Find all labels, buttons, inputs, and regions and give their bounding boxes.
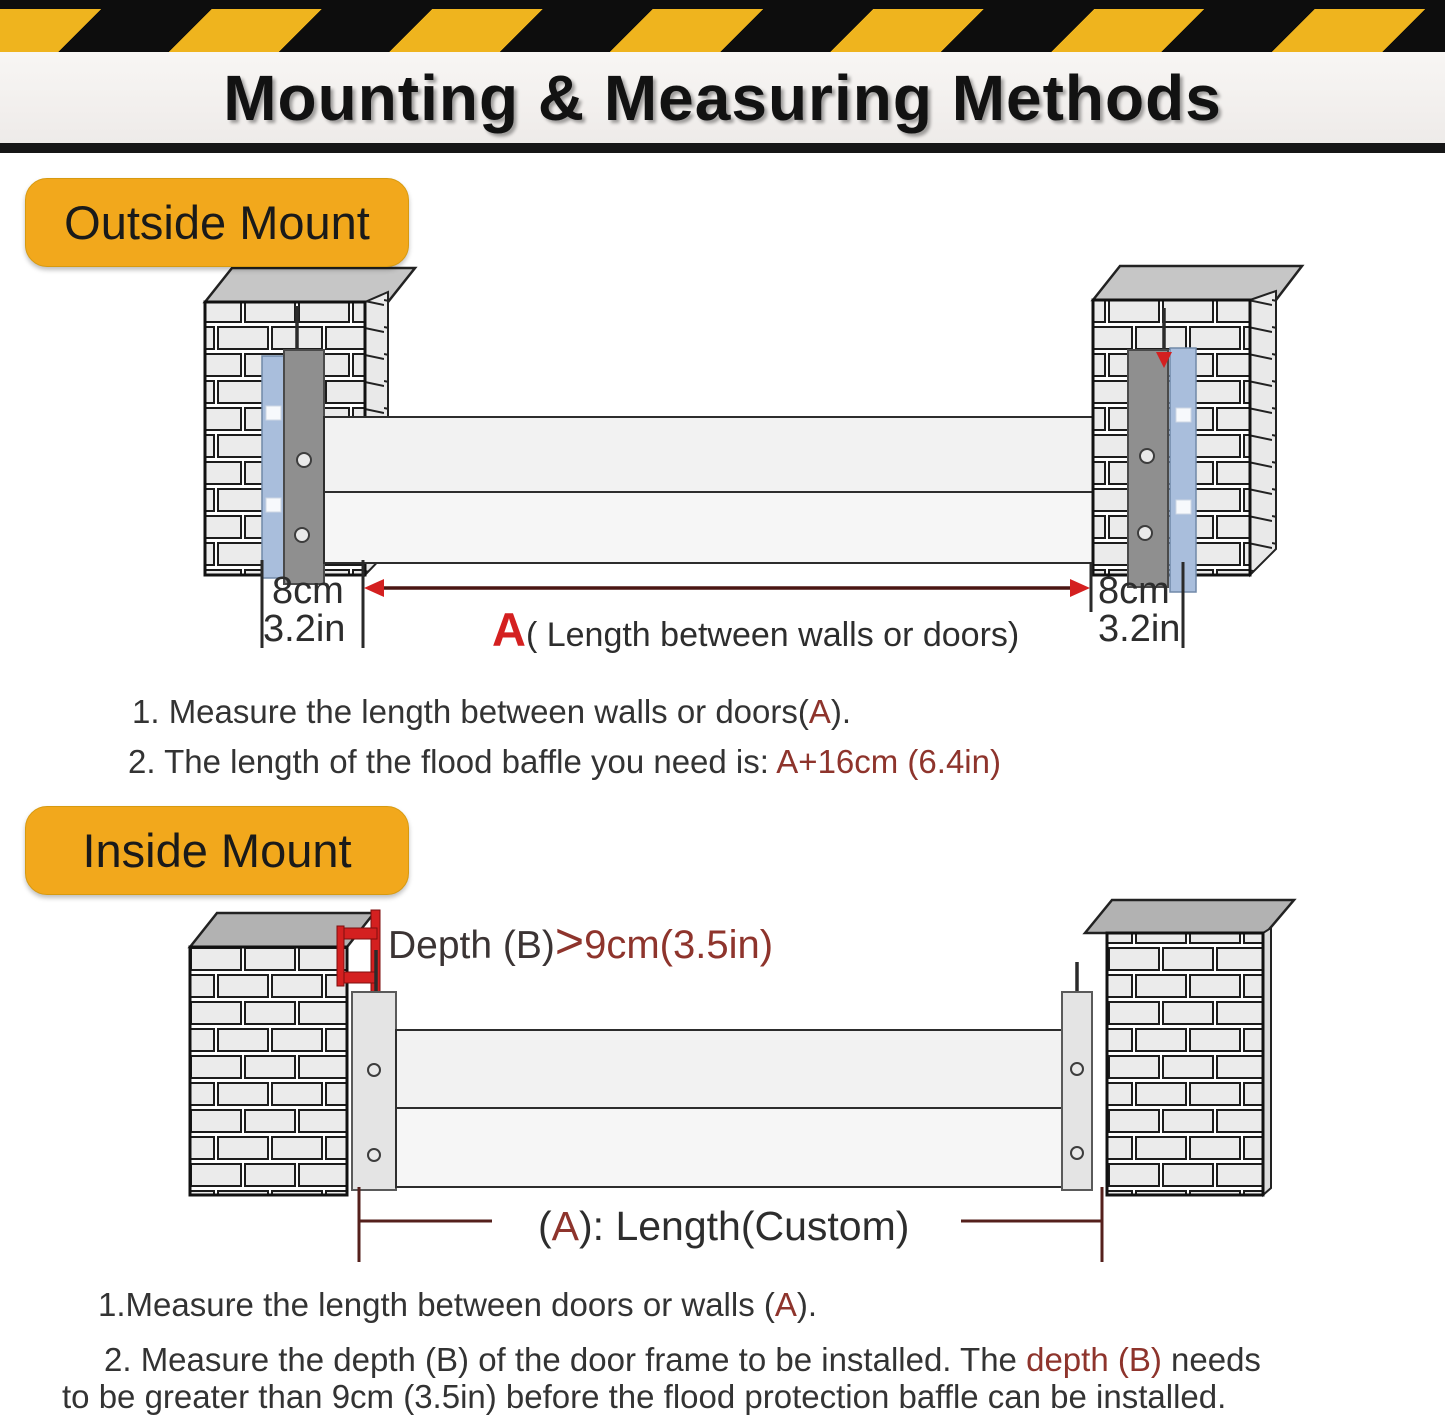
span-label-text: ( Length between walls or doors)	[525, 616, 1020, 654]
pillar-side-face	[1250, 291, 1276, 575]
greater-than-sign: >	[554, 913, 585, 969]
mounting-plate	[1062, 992, 1092, 1190]
depth-label-text: Depth (B)	[388, 924, 555, 967]
page-title: Mounting & Measuring Methods	[223, 61, 1222, 134]
inside-right-pillar	[1062, 900, 1294, 1195]
seal-strip	[262, 356, 284, 578]
arrowhead-right	[1070, 579, 1090, 597]
outside-right-offset-in: 3.2in	[1098, 608, 1181, 650]
baffle-panel-bottom	[396, 1108, 1062, 1187]
screw-hole	[297, 453, 311, 467]
screw-hole	[295, 528, 309, 542]
step-variable-a: A	[774, 1286, 797, 1323]
depth-value: 9cm(3.5in)	[584, 923, 774, 967]
step-highlight: depth (B)	[1026, 1341, 1162, 1378]
screw-hole	[1071, 1063, 1083, 1075]
step-variable-a: A	[808, 693, 831, 730]
span-variable-a: A	[551, 1203, 580, 1249]
seal-dot	[1176, 408, 1191, 422]
depth-requirement-label	[388, 912, 773, 970]
seal-dot	[1176, 500, 1191, 514]
seal-strip	[1170, 348, 1196, 592]
baffle-panel-top	[324, 417, 1128, 492]
span-open-paren: (	[538, 1203, 552, 1249]
title-banner	[0, 52, 1445, 143]
seal-dot	[266, 498, 281, 512]
step-text: ).	[830, 693, 852, 730]
inside-flood-baffle	[396, 1030, 1062, 1187]
span-rest-text: ): Length(Custom)	[579, 1203, 910, 1249]
step-highlight: A+16cm (6.4in)	[776, 743, 1001, 780]
outside-flood-baffle	[324, 417, 1128, 563]
outside-mount-badge-label: Outside Mount	[64, 196, 370, 249]
outside-mount-badge	[25, 178, 409, 267]
pillar-brick-face	[190, 947, 347, 1195]
screw-hole	[1138, 526, 1152, 540]
step-text: 2. Measure the depth (B) of the door frame to be installed. The	[104, 1341, 1027, 1378]
screw-hole	[368, 1149, 380, 1161]
baffle-panel-top	[396, 1030, 1062, 1108]
screw-hole	[368, 1064, 380, 1076]
inside-left-pillar	[190, 910, 396, 1195]
outside-step-2	[128, 743, 1001, 781]
pillar-brick-face	[1107, 933, 1263, 1195]
screw-hole	[1071, 1147, 1083, 1159]
step-text: to be greater than 9cm (3.5in) before the flood protection baffle can be installed.	[62, 1378, 1227, 1415]
outside-left-offset-in: 3.2in	[263, 608, 346, 650]
header-divider	[0, 143, 1445, 153]
baffle-panel-bottom	[324, 492, 1128, 563]
step-text: 1. Measure the length between walls or doors(	[132, 693, 809, 730]
step-text: 1.Measure the length between doors or walls (	[98, 1286, 775, 1323]
inside-mount-badge	[25, 806, 409, 895]
outside-left-offset-cm: 8cm	[272, 570, 344, 612]
outside-step-1	[132, 693, 851, 731]
step-text: ).	[796, 1286, 818, 1323]
span-variable-a: A	[492, 603, 526, 656]
seal-dot	[266, 406, 281, 420]
mounting-post	[1128, 350, 1168, 587]
screw-hole	[1140, 449, 1154, 463]
step-text: 2. The length of the flood baffle you need is:	[128, 743, 777, 780]
hazard-tape-top-edge	[0, 0, 1445, 9]
inside-step-2-line-1	[104, 1341, 1261, 1379]
inside-step-2-line-2	[62, 1378, 1226, 1416]
pillar-top-slab	[1085, 900, 1294, 933]
step-text: needs	[1161, 1341, 1261, 1378]
outside-right-offset-cm: 8cm	[1098, 570, 1170, 612]
inside-span-label	[538, 1203, 909, 1250]
outside-right-pillar	[1093, 266, 1302, 592]
outside-span-label	[492, 602, 1019, 657]
inside-mount-badge-label: Inside Mount	[82, 824, 352, 877]
arrowhead-left	[364, 579, 384, 597]
inside-step-1	[98, 1286, 817, 1324]
